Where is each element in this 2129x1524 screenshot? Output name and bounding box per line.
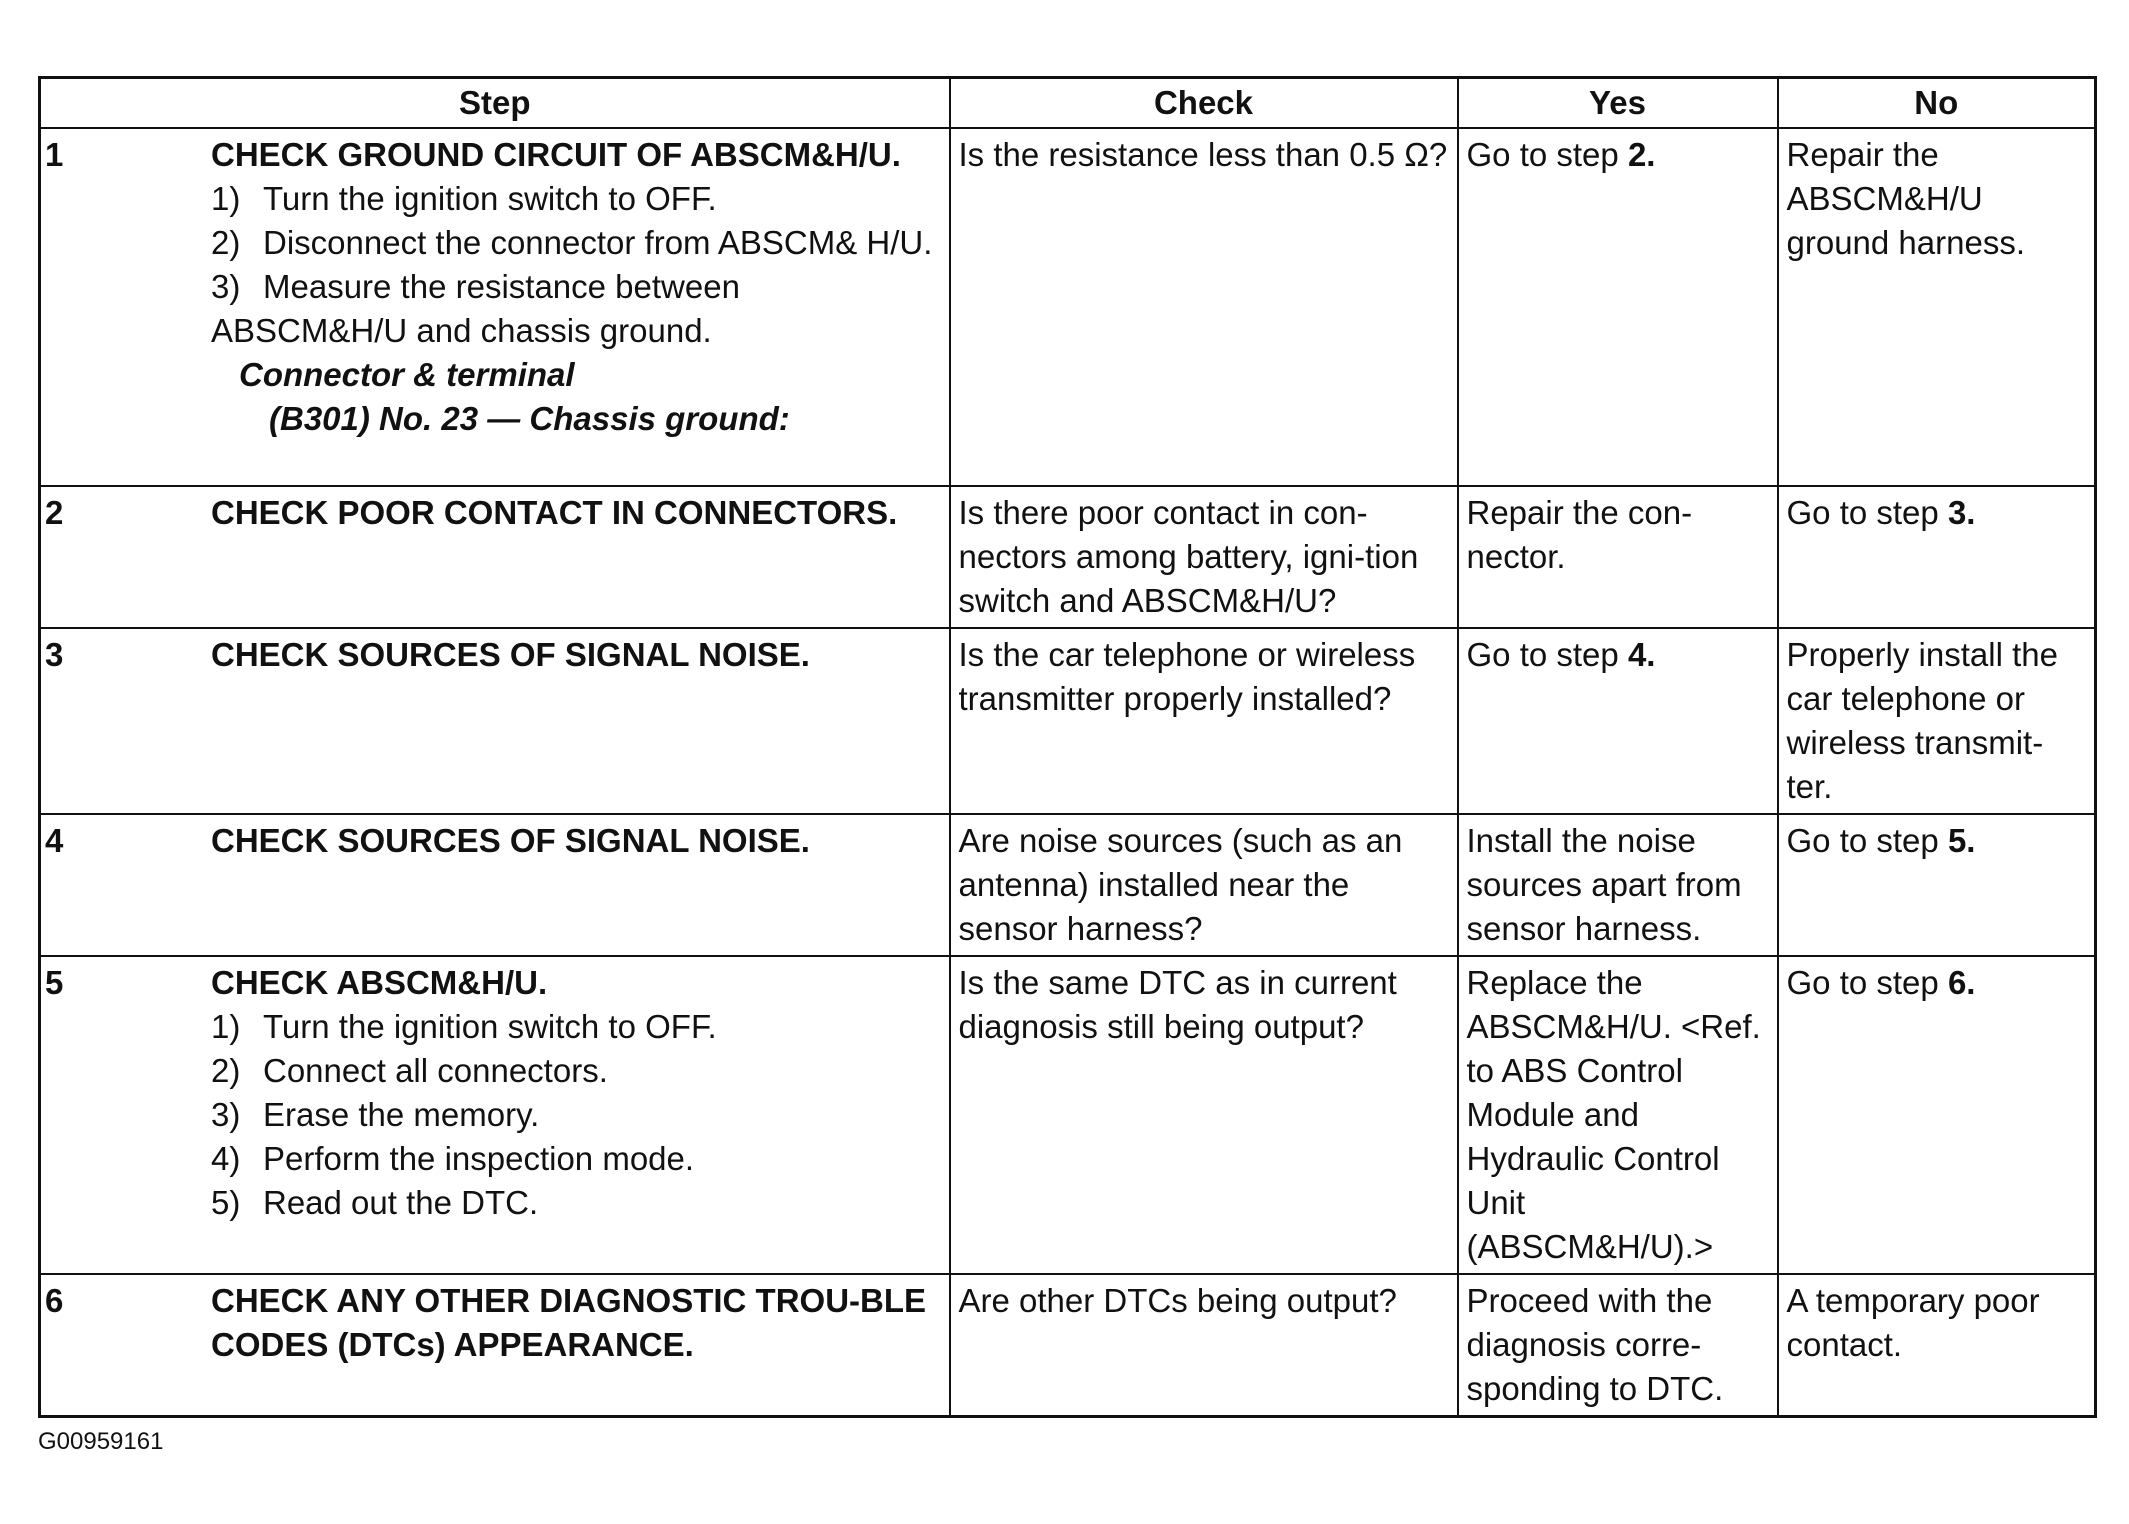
step-title: CHECK ABSCM&H/U.: [211, 964, 548, 1001]
table-row: [40, 486, 2096, 628]
yes-text: Repair the con-nector.: [1466, 494, 1693, 575]
no-prefix: Go to step: [1786, 822, 1948, 859]
step-cell: [40, 486, 950, 628]
header-yes: Yes: [1458, 78, 1778, 129]
yes-text: Replace the ABSCM&H/U. <Ref. to ABS Control Module and Hydraulic Control Unit (ABSCM&H/U).>: [1466, 964, 1761, 1265]
yes-cell: [1458, 814, 1778, 956]
check-cell: Are other DTCs being output?: [950, 1274, 1458, 1417]
table-body: [40, 128, 2096, 1417]
yes-cell: [1458, 486, 1778, 628]
table-row: [40, 814, 2096, 956]
table-row: [40, 128, 2096, 486]
substep-list: [211, 1005, 941, 1225]
step-cell: [40, 814, 950, 956]
yes-text: Install the noise sources apart from sensor harness.: [1466, 822, 1742, 947]
yes-prefix: Go to step: [1466, 136, 1628, 173]
connector-detail: (B301) No. 23 — Chassis ground:: [269, 400, 790, 437]
step-cell: [40, 628, 950, 814]
connector-label: Connector & terminal: [239, 356, 575, 393]
no-text: Properly install the car telephone or wireless transmit-ter.: [1786, 636, 2058, 805]
step-number: 2: [45, 494, 64, 531]
yes-text: Proceed with the diagnosis corre-sponding to DTC.: [1466, 1282, 1724, 1407]
substep-item: [211, 1005, 941, 1049]
substep-list: [211, 177, 941, 353]
substep-number: 1): [211, 1008, 241, 1045]
no-prefix: Go to step: [1786, 964, 1948, 1001]
yes-step-ref: 2.: [1627, 136, 1656, 173]
no-step-ref: 3.: [1947, 494, 1976, 531]
step-cell: [40, 128, 950, 486]
substep-text: Erase the memory.: [263, 1096, 540, 1133]
substep-number: 2): [211, 224, 241, 261]
header-step: Step: [40, 78, 950, 129]
yes-cell: [1458, 956, 1778, 1274]
no-step-ref: 5.: [1947, 822, 1976, 859]
substep-number: 2): [211, 1052, 241, 1089]
no-cell: [1778, 956, 2096, 1274]
substep-text: Turn the ignition switch to OFF.: [263, 180, 717, 217]
substep-number: 5): [211, 1184, 241, 1221]
header-check: Check: [950, 78, 1458, 129]
diagnostic-table: [38, 76, 2097, 1418]
yes-cell: [1458, 128, 1778, 486]
header-no: No: [1778, 78, 2096, 129]
substep-text: Connect all connectors.: [263, 1052, 608, 1089]
step-title: CHECK GROUND CIRCUIT OF ABSCM&H/U.: [211, 136, 901, 173]
yes-step-ref: 4.: [1627, 636, 1656, 673]
step-number: 4: [45, 822, 64, 859]
table-row: [40, 956, 2096, 1274]
check-cell: Is the resistance less than 0.5 Ω?: [950, 128, 1458, 486]
check-cell: Is the same DTC as in current diagnosis still being output?: [950, 956, 1458, 1274]
substep-number: 3): [211, 268, 241, 305]
no-cell: [1778, 1274, 2096, 1417]
substep-text: Turn the ignition switch to OFF.: [263, 1008, 717, 1045]
substep-item: [211, 1137, 941, 1181]
substep-number: 1): [211, 180, 241, 217]
substep-item: [211, 1093, 941, 1137]
step-number: 5: [45, 964, 64, 1001]
no-cell: [1778, 814, 2096, 956]
figure-id: G00959161: [38, 1428, 164, 1455]
substep-number: 4): [211, 1140, 241, 1177]
substep-item: [211, 177, 941, 221]
substep-text: Read out the DTC.: [263, 1184, 539, 1221]
check-cell: Are noise sources (such as an antenna) installed near the sensor harness?: [950, 814, 1458, 956]
table-row: [40, 628, 2096, 814]
substep-text: Measure the resistance between ABSCM&H/U and chassis ground.: [211, 268, 740, 349]
no-cell: [1778, 128, 2096, 486]
yes-prefix: Go to step: [1466, 636, 1628, 673]
step-cell: [40, 956, 950, 1274]
step-title: CHECK SOURCES OF SIGNAL NOISE.: [211, 822, 810, 859]
substep-item: [211, 1049, 941, 1093]
check-cell: Is the car telephone or wireless transmitter properly installed?: [950, 628, 1458, 814]
substep-number: 3): [211, 1096, 241, 1133]
no-text: A temporary poor contact.: [1786, 1282, 2040, 1363]
no-cell: [1778, 486, 2096, 628]
substep-item: [211, 1181, 941, 1225]
no-step-ref: 6.: [1947, 964, 1976, 1001]
yes-cell: [1458, 628, 1778, 814]
step-cell: [40, 1274, 950, 1417]
step-number: 3: [45, 636, 64, 673]
table-header-row: [40, 78, 2096, 129]
check-cell: Is there poor contact in con-nectors among battery, igni-tion switch and ABSCM&H/U?: [950, 486, 1458, 628]
yes-cell: [1458, 1274, 1778, 1417]
step-title: CHECK ANY OTHER DIAGNOSTIC TROU-BLE CODES (DTCs) APPEARANCE.: [211, 1282, 927, 1363]
no-text: Repair the ABSCM&H/U ground harness.: [1786, 136, 2025, 261]
step-title: CHECK SOURCES OF SIGNAL NOISE.: [211, 636, 810, 673]
substep-text: Perform the inspection mode.: [263, 1140, 695, 1177]
step-title: CHECK POOR CONTACT IN CONNECTORS.: [211, 494, 898, 531]
no-cell: [1778, 628, 2096, 814]
substep-text: Disconnect the connector from ABSCM& H/U.: [263, 224, 933, 261]
step-number: 1: [45, 136, 64, 173]
step-number: 6: [45, 1282, 64, 1319]
table-row: [40, 1274, 2096, 1417]
substep-item: [211, 265, 941, 353]
substep-item: [211, 221, 941, 265]
no-prefix: Go to step: [1786, 494, 1948, 531]
